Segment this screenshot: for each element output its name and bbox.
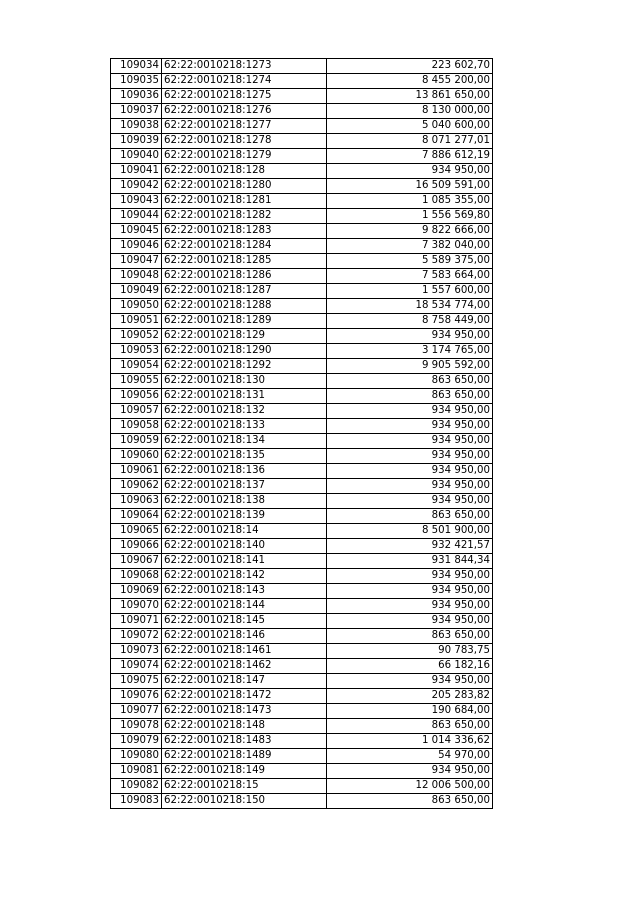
row-number-cell: 109047 [111,254,162,269]
table-row [111,59,493,74]
row-number-cell: 109064 [111,509,162,524]
table-row [111,719,493,734]
row-number-cell: 109067 [111,554,162,569]
cadastral-number-cell: 62:22:0010218:132 [162,404,327,419]
cadastral-number-cell: 62:22:0010218:146 [162,629,327,644]
table-row [111,254,493,269]
row-number-cell: 109039 [111,134,162,149]
row-number-cell: 109080 [111,749,162,764]
cadastral-number-cell: 62:22:0010218:129 [162,329,327,344]
table-row [111,599,493,614]
row-number-cell: 109040 [111,149,162,164]
cadastral-value-cell: 8 071 277,01 [327,134,493,149]
table-row [111,449,493,464]
cadastral-number-cell: 62:22:0010218:128 [162,164,327,179]
table-row [111,674,493,689]
cadastral-value-cell: 934 950,00 [327,434,493,449]
row-number-cell: 109038 [111,119,162,134]
table-row [111,224,493,239]
table-body [111,59,493,809]
row-number-cell: 109052 [111,329,162,344]
cadastral-value-cell: 223 602,70 [327,59,493,74]
cadastral-number-cell: 62:22:0010218:136 [162,464,327,479]
table-row [111,209,493,224]
cadastral-number-cell: 62:22:0010218:1292 [162,359,327,374]
cadastral-value-cell: 7 382 040,00 [327,239,493,254]
cadastral-number-cell: 62:22:0010218:1289 [162,314,327,329]
row-number-cell: 109036 [111,89,162,104]
cadastral-number-cell: 62:22:0010218:1286 [162,269,327,284]
row-number-cell: 109053 [111,344,162,359]
row-number-cell: 109056 [111,389,162,404]
cadastral-number-cell: 62:22:0010218:1277 [162,119,327,134]
cadastral-value-cell: 934 950,00 [327,449,493,464]
table-row [111,149,493,164]
cadastral-value-cell: 8 130 000,00 [327,104,493,119]
cadastral-value-cell: 12 006 500,00 [327,779,493,794]
table-row [111,179,493,194]
cadastral-value-cell: 190 684,00 [327,704,493,719]
table-row [111,644,493,659]
cadastral-value-cell: 205 283,82 [327,689,493,704]
row-number-cell: 109079 [111,734,162,749]
row-number-cell: 109058 [111,419,162,434]
cadastral-number-cell: 62:22:0010218:131 [162,389,327,404]
table-row [111,104,493,119]
cadastral-number-cell: 62:22:0010218:1279 [162,149,327,164]
table-row [111,554,493,569]
row-number-cell: 109077 [111,704,162,719]
row-number-cell: 109046 [111,239,162,254]
table-row [111,659,493,674]
cadastral-number-cell: 62:22:0010218:1285 [162,254,327,269]
table-row [111,569,493,584]
table-row [111,464,493,479]
cadastral-value-cell: 863 650,00 [327,509,493,524]
cadastral-number-cell: 62:22:0010218:144 [162,599,327,614]
cadastral-value-cell: 934 950,00 [327,584,493,599]
table-row [111,164,493,179]
table-row [111,509,493,524]
cadastral-number-cell: 62:22:0010218:140 [162,539,327,554]
cadastral-number-cell: 62:22:0010218:137 [162,479,327,494]
row-number-cell: 109066 [111,539,162,554]
cadastral-value-cell: 16 509 591,00 [327,179,493,194]
row-number-cell: 109072 [111,629,162,644]
table-row [111,359,493,374]
table-row [111,74,493,89]
table-row [111,134,493,149]
cadastral-value-cell: 934 950,00 [327,404,493,419]
row-number-cell: 109054 [111,359,162,374]
cadastral-value-cell: 863 650,00 [327,374,493,389]
row-number-cell: 109041 [111,164,162,179]
row-number-cell: 109062 [111,479,162,494]
row-number-cell: 109045 [111,224,162,239]
cadastral-value-cell: 1 556 569,80 [327,209,493,224]
row-number-cell: 109081 [111,764,162,779]
table-row [111,779,493,794]
cadastral-number-cell: 62:22:0010218:135 [162,449,327,464]
cadastral-value-cell: 66 182,16 [327,659,493,674]
cadastral-number-cell: 62:22:0010218:1273 [162,59,327,74]
cadastral-number-cell: 62:22:0010218:1462 [162,659,327,674]
table-row [111,194,493,209]
table-row [111,434,493,449]
table-row [111,239,493,254]
cadastral-value-cell: 9 905 592,00 [327,359,493,374]
cadastral-number-cell: 62:22:0010218:1461 [162,644,327,659]
cadastral-value-cell: 934 950,00 [327,464,493,479]
cadastral-value-cell: 863 650,00 [327,629,493,644]
cadastral-value-cell: 8 758 449,00 [327,314,493,329]
cadastral-number-cell: 62:22:0010218:133 [162,419,327,434]
cadastral-number-cell: 62:22:0010218:1281 [162,194,327,209]
row-number-cell: 109074 [111,659,162,674]
row-number-cell: 109035 [111,74,162,89]
cadastral-number-cell: 62:22:0010218:1287 [162,284,327,299]
cadastral-number-cell: 62:22:0010218:150 [162,794,327,809]
cadastral-number-cell: 62:22:0010218:1274 [162,74,327,89]
cadastral-value-cell: 90 783,75 [327,644,493,659]
row-number-cell: 109061 [111,464,162,479]
row-number-cell: 109043 [111,194,162,209]
table-row [111,794,493,809]
table-row [111,494,493,509]
table-row [111,389,493,404]
table-row [111,269,493,284]
row-number-cell: 109055 [111,374,162,389]
row-number-cell: 109078 [111,719,162,734]
cadastral-number-cell: 62:22:0010218:1276 [162,104,327,119]
row-number-cell: 109076 [111,689,162,704]
cadastral-number-cell: 62:22:0010218:1489 [162,749,327,764]
cadastral-number-cell: 62:22:0010218:1473 [162,704,327,719]
table-row [111,764,493,779]
cadastral-number-cell: 62:22:0010218:148 [162,719,327,734]
cadastral-number-cell: 62:22:0010218:143 [162,584,327,599]
cadastral-value-cell: 931 844,34 [327,554,493,569]
table-row [111,749,493,764]
table-row [111,734,493,749]
cadastral-value-cell: 5 040 600,00 [327,119,493,134]
cadastral-value-cell: 1 557 600,00 [327,284,493,299]
cadastral-value-cell: 9 822 666,00 [327,224,493,239]
cadastral-number-cell: 62:22:0010218:1483 [162,734,327,749]
row-number-cell: 109034 [111,59,162,74]
cadastral-value-cell: 932 421,57 [327,539,493,554]
cadastral-value-cell: 863 650,00 [327,389,493,404]
row-number-cell: 109044 [111,209,162,224]
table-row [111,539,493,554]
row-number-cell: 109070 [111,599,162,614]
row-number-cell: 109082 [111,779,162,794]
row-number-cell: 109050 [111,299,162,314]
cadastral-number-cell: 62:22:0010218:142 [162,569,327,584]
cadastral-number-cell: 62:22:0010218:1282 [162,209,327,224]
cadastral-number-cell: 62:22:0010218:15 [162,779,327,794]
cadastral-value-cell: 934 950,00 [327,164,493,179]
row-number-cell: 109063 [111,494,162,509]
row-number-cell: 109073 [111,644,162,659]
cadastral-value-cell: 18 534 774,00 [327,299,493,314]
table-row [111,89,493,104]
row-number-cell: 109068 [111,569,162,584]
row-number-cell: 109051 [111,314,162,329]
row-number-cell: 109059 [111,434,162,449]
cadastral-value-cell: 934 950,00 [327,674,493,689]
cadastral-number-cell: 62:22:0010218:130 [162,374,327,389]
table-row [111,404,493,419]
row-number-cell: 109042 [111,179,162,194]
table-row [111,329,493,344]
table-row [111,584,493,599]
cadastral-value-cell: 934 950,00 [327,419,493,434]
row-number-cell: 109075 [111,674,162,689]
cadastral-number-cell: 62:22:0010218:145 [162,614,327,629]
cadastral-value-cell: 54 970,00 [327,749,493,764]
cadastral-number-cell: 62:22:0010218:141 [162,554,327,569]
table-row [111,704,493,719]
cadastral-value-cell: 934 950,00 [327,329,493,344]
row-number-cell: 109048 [111,269,162,284]
cadastral-number-cell: 62:22:0010218:1283 [162,224,327,239]
cadastral-value-cell: 1 085 355,00 [327,194,493,209]
row-number-cell: 109049 [111,284,162,299]
cadastral-value-cell: 863 650,00 [327,794,493,809]
row-number-cell: 109057 [111,404,162,419]
table-row [111,284,493,299]
cadastral-value-cell: 7 583 664,00 [327,269,493,284]
row-number-cell: 109069 [111,584,162,599]
cadastral-number-cell: 62:22:0010218:134 [162,434,327,449]
cadastral-number-cell: 62:22:0010218:1288 [162,299,327,314]
table-row [111,629,493,644]
cadastral-number-cell: 62:22:0010218:147 [162,674,327,689]
cadastral-value-cell: 934 950,00 [327,494,493,509]
cadastral-number-cell: 62:22:0010218:1290 [162,344,327,359]
table-row [111,524,493,539]
table-row [111,479,493,494]
row-number-cell: 109060 [111,449,162,464]
table-row [111,314,493,329]
cadastral-value-cell: 934 950,00 [327,764,493,779]
cadastral-value-cell: 13 861 650,00 [327,89,493,104]
cadastral-number-cell: 62:22:0010218:1472 [162,689,327,704]
cadastral-value-cell: 7 886 612,19 [327,149,493,164]
row-number-cell: 109037 [111,104,162,119]
cadastral-number-cell: 62:22:0010218:1278 [162,134,327,149]
table-row [111,344,493,359]
cadastral-value-cell: 1 014 336,62 [327,734,493,749]
cadastral-value-cell: 3 174 765,00 [327,344,493,359]
table-row [111,614,493,629]
cadastral-number-cell: 62:22:0010218:139 [162,509,327,524]
table-row [111,689,493,704]
cadastral-number-cell: 62:22:0010218:1275 [162,89,327,104]
row-number-cell: 109071 [111,614,162,629]
cadastral-value-cell: 934 950,00 [327,614,493,629]
table-row [111,419,493,434]
cadastral-number-cell: 62:22:0010218:1280 [162,179,327,194]
table-row [111,299,493,314]
cadastral-value-cell: 8 455 200,00 [327,74,493,89]
table-row [111,374,493,389]
cadastral-value-cell: 934 950,00 [327,569,493,584]
cadastral-value-cell: 934 950,00 [327,479,493,494]
row-number-cell: 109083 [111,794,162,809]
cadastral-number-cell: 62:22:0010218:149 [162,764,327,779]
cadastral-value-cell: 8 501 900,00 [327,524,493,539]
cadastral-number-cell: 62:22:0010218:1284 [162,239,327,254]
cadastral-value-table [110,58,493,809]
cadastral-number-cell: 62:22:0010218:14 [162,524,327,539]
row-number-cell: 109065 [111,524,162,539]
cadastral-number-cell: 62:22:0010218:138 [162,494,327,509]
cadastral-value-cell: 863 650,00 [327,719,493,734]
cadastral-value-cell: 5 589 375,00 [327,254,493,269]
table-row [111,119,493,134]
cadastral-value-cell: 934 950,00 [327,599,493,614]
